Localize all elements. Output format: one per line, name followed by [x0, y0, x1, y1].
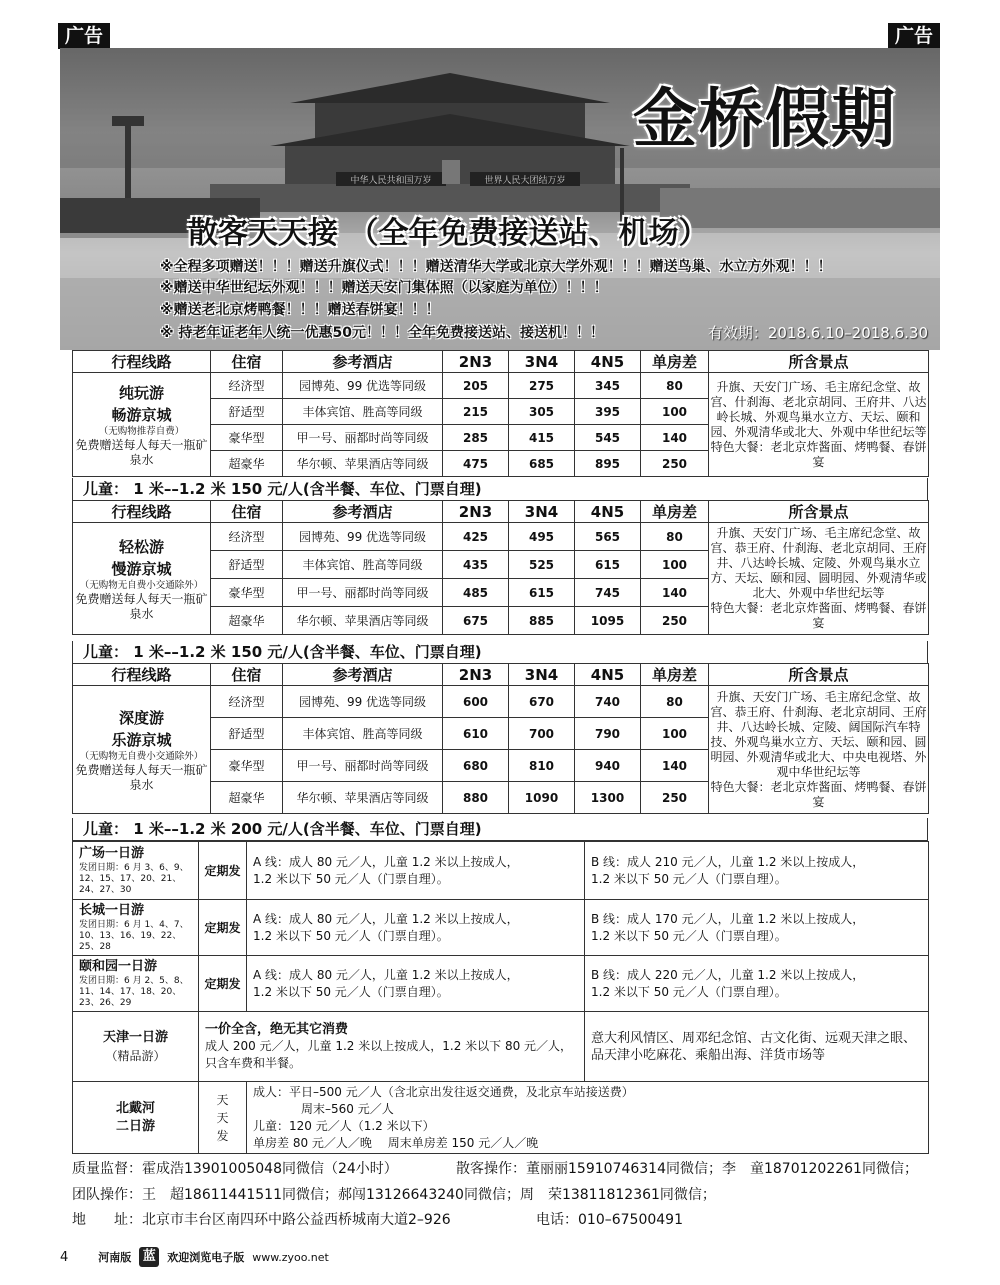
day-tour-name-cell: 长城一日游 发团日期：6 月 1、4、7、10、13、16、19、22、25、28 — [73, 900, 199, 956]
site-url[interactable]: www.zyoo.net — [252, 1250, 329, 1264]
col-hotel: 参考酒店 — [283, 351, 443, 373]
logo-icon: 蓝 — [139, 1247, 159, 1267]
table-row: 超豪华 华尔顿、苹果酒店等同级 475 685 895 250 — [73, 451, 929, 477]
table-row: 北戴河 二日游 天天发 成人：平日–500 元／人（含北京出发往返交通费，及北京车站接送费） 周末–560 元／人 儿童：120 元／人（1.2 米以下） 单房差 80 元／人／晚 周末单房差 150 元／人／晚 — [73, 1082, 929, 1154]
footer-address: 地 址：北京市丰台区南四环中路公益西桥城南大道2–926 — [72, 1212, 451, 1228]
col-single: 单房差 — [641, 351, 709, 373]
table-header-row: 行程线路 住宿 参考酒店 2N3 3N4 4N5 单房差 所含景点 — [73, 501, 929, 523]
validity-period: 有效期：2018.6.10–2018.6.30 — [707, 324, 928, 342]
table-row: 纯玩游 畅游京城 （无购物推荐自费） 免费赠送每人每天一瓶矿泉水 经济型 园博苑、99 优选等同级 205 275 345 80 升旗、天安门广场、毛主席纪念堂、故宫、什刹海、老北京胡同、王府井、八达岭长城、外观鸟巢水立方、天坛、颐和园、外观清华或北大、外观中华世纪坛等 特色大餐：老北京炸酱面、烤鸭餐、春饼宴 — [73, 373, 929, 399]
day-tour-table — [72, 841, 929, 1154]
table-row: 深度游 乐游京城 （无购物无自费小交通除外） 免费赠送每人每天一瓶矿泉水 经济型 园博苑、99 优选等同级 600 670 740 80 升旗、天安门广场、毛主席纪念堂、故宫、恭王府、什刹海、老北京胡同、王府井、八达岭长城、定陵、阔国际汽车特技、外观鸟巢水立方、天坛、颐和园、圆明园、外观清华或北大、中央电视塔、外观中华世纪坛等 特色大餐：老北京炸酱面、烤鸭餐、春饼宴 — [73, 686, 929, 718]
col-3n4: 3N4 — [509, 351, 575, 373]
day-tour-name-cell: 广场一日游 发团日期：6 月 3、6、9、12、15、17、20、21、24、27、30 — [73, 842, 199, 900]
tour-table-2 — [72, 500, 929, 635]
table-row: 豪华型 甲一号、丽都时尚等同级 680 810 940 140 — [73, 750, 929, 782]
table-row: 天津一日游 （精品游） 一价全含，绝无其它消费 成人 200 元／人，儿童 1.2 米以上按成人，1.2 米以下 80 元／人，只含车费和半餐。 意大利风情区、周邓纪念馆、古文化街、远观天津之眼、品天津小吃麻花、乘船出海、洋货市场等 — [73, 1012, 929, 1082]
svg-text:中华人民共和国万岁: 中华人民共和国万岁 — [350, 176, 432, 186]
edition-label: 河南版 — [98, 1251, 132, 1264]
table-row: 长城一日游 发团日期：6 月 1、4、7、10、13、16、19、22、25、28 定期发 A 线：成人 80 元／人，儿童 1.2 米以上按成人， 1.2 米以下 50 元／人（门票自理）。 B 线：成人 170 元／人，儿童 1.2 米以上按成人， 1.2 米以下 50 元／人（门票自理）。 — [73, 900, 929, 956]
hero-subtitle: 散客天天接 （全年免费接送站、机场） — [188, 216, 709, 251]
table-row: 豪华型 甲一号、丽都时尚等同级 485 615 745 140 — [73, 579, 929, 607]
ad-tag-right: 广告 — [888, 23, 940, 49]
tour-table-3 — [72, 663, 929, 814]
table-row: 舒适型 丰体宾馆、胜高等同级 435 525 615 100 — [73, 551, 929, 579]
table-row: 广场一日游 发团日期：6 月 3、6、9、12、15、17、20、21、24、27、30 定期发 A 线：成人 80 元／人，儿童 1.2 米以上按成人， 1.2 米以下 50 元／人（门票自理）。 B 线：成人 210 元／人，儿童 1.2 米以上按成人， 1.2 米以下 50 元／人（门票自理）。 — [73, 842, 929, 900]
col-2n3: 2N3 — [443, 351, 509, 373]
table-row: 豪华型 甲一号、丽都时尚等同级 285 415 545 140 — [73, 425, 929, 451]
footer-phone: 电话：010–67500491 — [536, 1212, 683, 1228]
tianjin-desc-cell: 一价全含，绝无其它消费 成人 200 元／人，儿童 1.2 米以上按成人，1.2 米以下 80 元／人，只含车费和半餐。 — [199, 1012, 585, 1082]
child-price-1: 儿童： 1 米––1.2 米 150 元/人(含半餐、车位、门票自理) — [72, 478, 928, 500]
promo-line-1: ※全程多项赠送！！！赠送升旗仪式！！！赠送清华大学或北京大学外观！！！赠送鸟巢、水立方外观！！！ — [160, 259, 832, 275]
sights-cell: 升旗、天安门广场、毛主席纪念堂、故宫、什刹海、老北京胡同、王府井、八达岭长城、外观鸟巢水立方、天坛、颐和园、外观清华或北大、外观中华世纪坛等 特色大餐：老北京炸酱面、烤鸭餐、春饼宴 — [709, 373, 929, 477]
table-row: 颐和园一日游 发团日期：6 月 2、5、8、11、14、17、18、20、23、26、29 定期发 A 线：成人 80 元／人，儿童 1.2 米以上按成人， 1.2 米以下 50 元／人（门票自理）。 B 线：成人 220 元／人，儿童 1.2 米以上按成人， 1.2 米以下 50 元／人（门票自理）。 — [73, 956, 929, 1012]
hero-banner — [60, 48, 940, 350]
day-tour-name-cell: 颐和园一日游 发团日期：6 月 2、5、8、11、14、17、18、20、23、26、29 — [73, 956, 199, 1012]
route-cell: 深度游 乐游京城 （无购物无自费小交通除外） 免费赠送每人每天一瓶矿泉水 — [73, 686, 211, 814]
table-header-row: 行程线路 住宿 参考酒店 2N3 3N4 4N5 单房差 所含景点 — [73, 664, 929, 686]
route-cell: 轻松游 慢游京城 （无购物无自费小交通除外） 免费赠送每人每天一瓶矿泉水 — [73, 523, 211, 635]
promo-line-2: ※赠送中华世纪坛外观！！！赠送天安门集体照（以家庭为单位）！！！ — [160, 280, 608, 296]
footer-quality: 质量监督：霍成浩13901005048同微信（24小时） — [72, 1161, 398, 1177]
table-row: 舒适型 丰体宾馆、胜高等同级 610 700 790 100 — [73, 718, 929, 750]
promo-line-3: ※赠送老北京烤鸭餐！！！赠送春饼宴！！！ — [160, 302, 440, 318]
footer-ops: 散客操作：董丽丽15910746314同微信；李 童18701202261同微信； — [456, 1161, 918, 1177]
table-header-row — [73, 351, 929, 373]
child-price-3: 儿童： 1 米––1.2 米 200 元/人(含半餐、车位、门票自理) — [72, 818, 928, 841]
page-bar — [60, 1247, 329, 1267]
svg-text:世界人民大团结万岁: 世界人民大团结万岁 — [484, 176, 566, 186]
route-cell: 纯玩游 畅游京城 （无购物推荐自费） 免费赠送每人每天一瓶矿泉水 — [73, 373, 211, 477]
col-stay: 住宿 — [211, 351, 283, 373]
ad-tag-left: 广告 — [58, 23, 110, 49]
child-price-2: 儿童： 1 米––1.2 米 150 元/人(含半餐、车位、门票自理) — [72, 641, 928, 663]
sights-cell: 升旗、天安门广场、毛主席纪念堂、故宫、恭王府、什刹海、老北京胡同、王府井、八达岭长城、定陵、外观鸟巢水立方、天坛、颐和园、圆明园、外观清华或北大、外观中华世纪坛等 特色大餐：老北京炸酱面、烤鸭餐、春饼宴 — [709, 523, 929, 635]
page-number: 4 — [60, 1249, 69, 1265]
table-row: 超豪华 华尔顿、苹果酒店等同级 880 1090 1300 250 — [73, 782, 929, 814]
table-row: 超豪华 华尔顿、苹果酒店等同级 675 885 1095 250 — [73, 607, 929, 635]
tour-table-1 — [72, 350, 929, 477]
table-row: 轻松游 慢游京城 （无购物无自费小交通除外） 免费赠送每人每天一瓶矿泉水 经济型 园博苑、99 优选等同级 425 495 565 80 升旗、天安门广场、毛主席纪念堂、故宫、恭王府、什刹海、老北京胡同、王府井、八达岭长城、定陵、外观鸟巢水立方、天坛、颐和园、圆明园、外观清华或北大、外观中华世纪坛等 特色大餐：老北京炸酱面、烤鸭餐、春饼宴 — [73, 523, 929, 551]
promo-line-4: ※ 持老年证老年人统一优惠50元！！！全年免费接送站、接送机！！！ — [160, 325, 604, 341]
welcome-text: 欢迎浏览电子版 — [167, 1251, 245, 1264]
beidaihe-desc-cell: 成人：平日–500 元／人（含北京出发往返交通费，及北京车站接送费） 周末–560 元／人 儿童：120 元／人（1.2 米以下） 单房差 80 元／人／晚 周末单房差 150 元／人／晚 — [247, 1082, 929, 1154]
table-row: 舒适型 丰体宾馆、胜高等同级 215 305 395 100 — [73, 399, 929, 425]
col-4n5: 4N5 — [575, 351, 641, 373]
beidaihe-name-cell: 北戴河 二日游 — [73, 1082, 199, 1154]
footer-team: 团队操作：王 超18611441511同微信；郝闯13126643240同微信；周 荣13811812361同微信； — [72, 1187, 716, 1203]
tianjin-name-cell: 天津一日游 （精品游） — [73, 1012, 199, 1082]
sights-cell: 升旗、天安门广场、毛主席纪念堂、故宫、恭王府、什刹海、老北京胡同、王府井、八达岭长城、定陵、阔国际汽车特技、外观鸟巢水立方、天坛、颐和园、圆明园、外观清华或北大、中央电视塔、外观中华世纪坛等 特色大餐：老北京炸酱面、烤鸭餐、春饼宴 — [709, 686, 929, 814]
brand-title: 金桥假期 — [633, 83, 897, 157]
col-sights: 所含景点 — [709, 351, 929, 373]
col-route: 行程线路 — [73, 351, 211, 373]
